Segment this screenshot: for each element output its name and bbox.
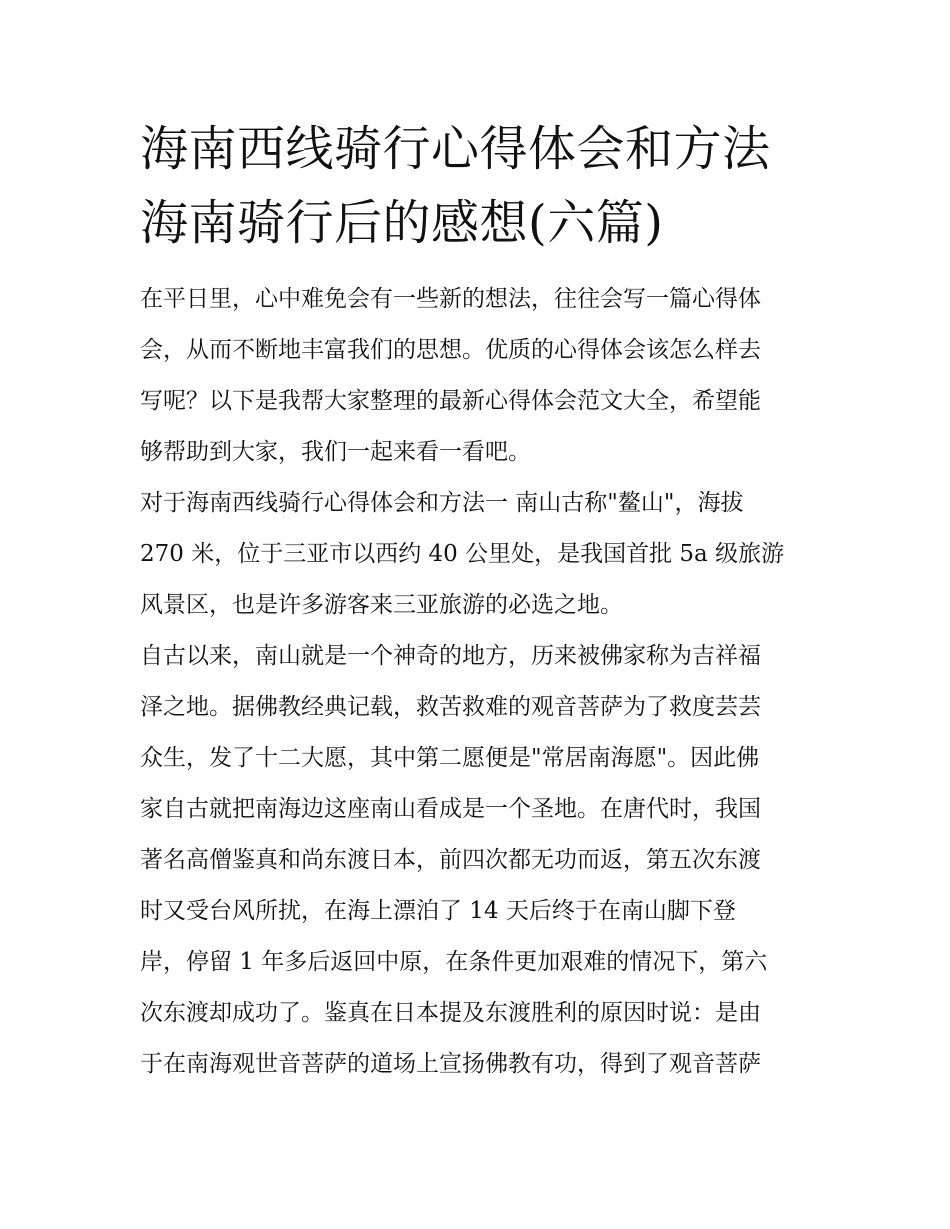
text-line: 著名高僧鉴真和尚东渡日本，前四次都无功而返，第五次东渡	[140, 847, 761, 873]
text-line: 时又受台风所扰，在海上漂泊了 14 天后终于在南山脚下登	[140, 898, 736, 924]
text-line: 风景区，也是许多游客来三亚旅游的必选之地。	[140, 592, 623, 618]
text-line: 在平日里，心中难免会有一些新的想法，往往会写一篇心得体	[140, 286, 761, 312]
text-line: 自古以来，南山就是一个神奇的地方，历来被佛家称为吉祥福	[140, 643, 761, 669]
text-line: 会，从而不断地丰富我们的思想。优质的心得体会该怎么样去	[140, 337, 761, 363]
title-line: 海南骑行后的感想(六篇)	[140, 195, 664, 251]
text-line: 够帮助到大家，我们一起来看一看吧。	[140, 439, 531, 465]
paragraph-intro	[140, 274, 820, 478]
text-line: 270 米，位于三亚市以西约 40 公里处，是我国首批 5a 级旅游	[140, 541, 785, 567]
paragraph-history	[140, 631, 820, 1090]
text-line: 家自古就把南海边这座南山看成是一个圣地。在唐代时，我国	[140, 796, 761, 822]
paragraph-nanshan	[140, 478, 820, 631]
text-line: 泽之地。据佛教经典记载，救苦救难的观音菩萨为了救度芸芸	[140, 694, 761, 720]
document-body	[140, 274, 820, 1090]
title-line: 海南西线骑行心得体会和方法	[140, 121, 771, 177]
text-line: 对于海南西线骑行心得体会和方法一 南山古称"鳌山"，海拔	[140, 490, 744, 516]
document-title	[140, 112, 840, 260]
text-line: 众生，发了十二大愿，其中第二愿便是"常居南海愿"。因此佛	[140, 745, 760, 771]
text-line: 次东渡却成功了。鉴真在日本提及东渡胜利的原因时说：是由	[140, 1000, 761, 1026]
text-line: 岸，停留 1 年多后返回中原，在条件更加艰难的情况下，第六	[140, 949, 768, 975]
text-line: 写呢？以下是我帮大家整理的最新心得体会范文大全，希望能	[140, 388, 761, 414]
text-line: 于在南海观世音菩萨的道场上宣扬佛教有功，得到了观音菩萨	[140, 1051, 761, 1077]
